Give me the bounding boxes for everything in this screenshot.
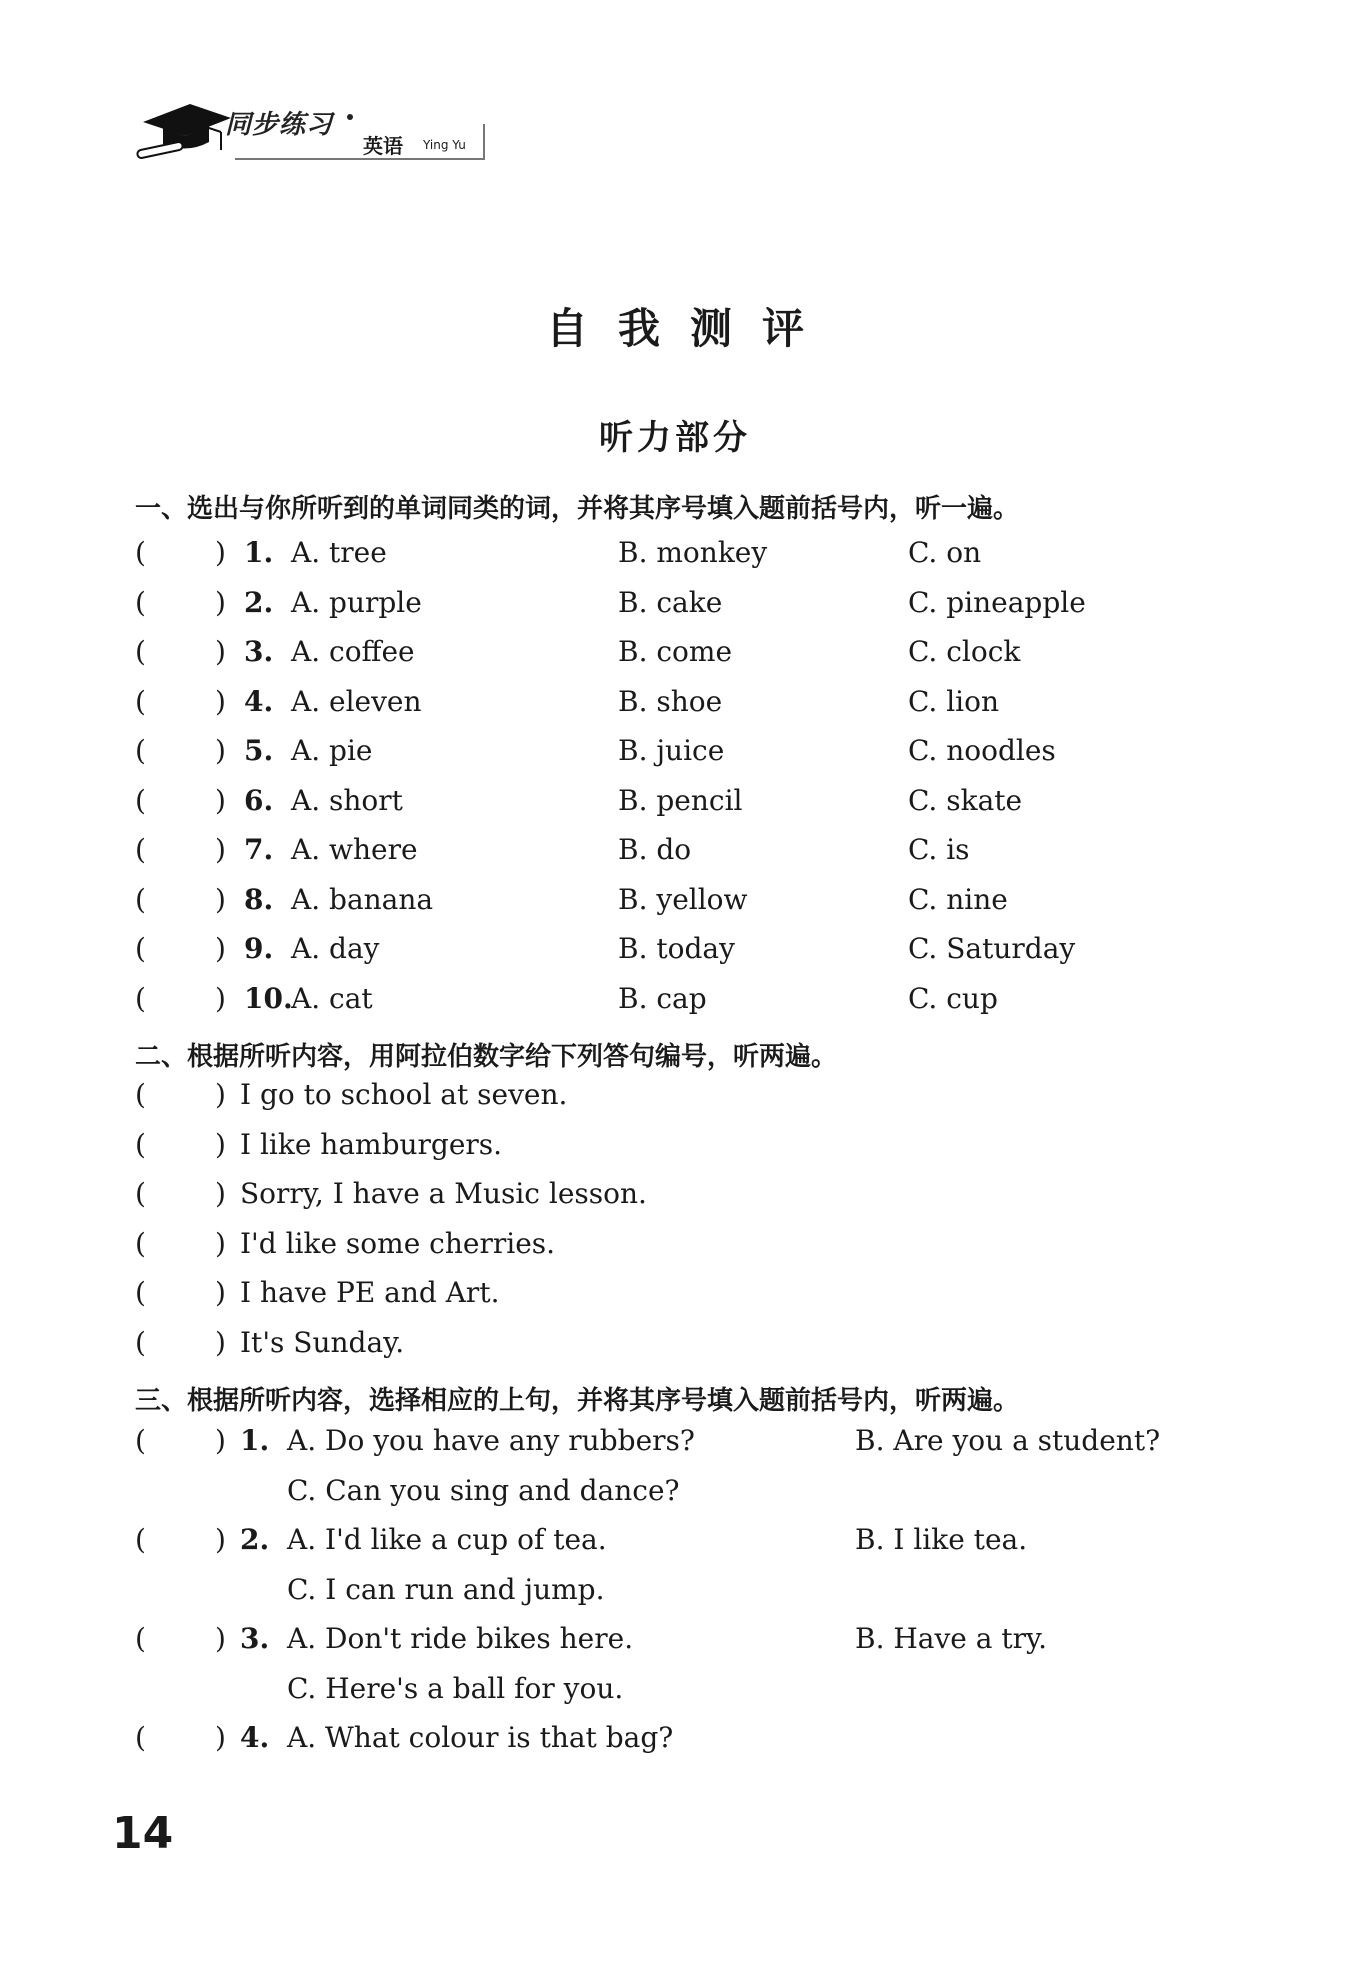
page-number: 14 — [112, 1808, 174, 1859]
option-c: C. skate — [908, 783, 1023, 817]
option-a: A. purple — [291, 585, 422, 619]
answer-paren-close: ) — [215, 1523, 226, 1556]
question-number: 2. — [240, 1523, 270, 1556]
question-row-continued — [0, 1672, 1350, 1712]
answer-sentence: I'd like some cherries. — [240, 1226, 556, 1260]
answer-paren-close: ) — [215, 1424, 226, 1457]
question-row — [0, 1523, 1350, 1563]
answer-paren-close: ) — [215, 536, 226, 569]
option-c: C. cup — [908, 981, 998, 1015]
answer-sentence-row — [0, 1227, 1350, 1267]
question-number: 4. — [244, 684, 274, 718]
answer-paren-open: ( — [135, 1424, 146, 1457]
question-row — [0, 784, 1350, 824]
page-title: 自我测评 — [545, 304, 834, 353]
option-a: A. Do you have any rubbers? — [287, 1424, 695, 1457]
option-a: A. What colour is that bag? — [287, 1721, 674, 1754]
section1-instruction: 一、选出与你所听到的单词同类的词，并将其序号填入题前括号内，听一遍。 — [135, 494, 1020, 524]
book-header — [135, 92, 485, 162]
option-c: C. on — [908, 536, 982, 569]
question-number: 2. — [244, 585, 274, 619]
option-a: A. coffee — [291, 635, 415, 668]
answer-paren-open: ( — [135, 833, 146, 866]
option-c: C. Here's a ball for you. — [287, 1671, 624, 1705]
answer-paren-close: ) — [215, 833, 226, 866]
option-c: C. noodles — [908, 734, 1056, 767]
option-c: C. Saturday — [908, 932, 1076, 965]
answer-paren-close: ) — [215, 635, 226, 668]
option-c: C. lion — [908, 684, 1000, 718]
option-a: A. pie — [291, 734, 373, 767]
question-row — [0, 883, 1350, 923]
answer-paren-open: ( — [135, 1276, 146, 1309]
answer-sentence-row — [0, 1326, 1350, 1366]
question-number: 6. — [244, 783, 274, 817]
answer-sentence: I go to school at seven. — [240, 1078, 568, 1111]
option-b: B. shoe — [618, 684, 723, 718]
option-b: B. monkey — [618, 536, 768, 569]
graduation-cap-icon — [135, 92, 235, 162]
option-b: B. cake — [618, 585, 723, 619]
question-number: 8. — [244, 882, 274, 916]
option-c: C. clock — [908, 635, 1021, 668]
answer-paren-open: ( — [135, 882, 146, 916]
answer-paren-open: ( — [135, 981, 146, 1015]
option-b: B. pencil — [618, 783, 743, 817]
option-c: C. I can run and jump. — [287, 1572, 605, 1606]
question-row — [0, 932, 1350, 972]
answer-paren-close: ) — [215, 585, 226, 619]
answer-paren-close: ) — [215, 1177, 226, 1210]
header-rule — [235, 158, 485, 160]
option-a: A. cat — [291, 981, 373, 1015]
answer-paren-close: ) — [215, 1721, 226, 1754]
answer-paren-close: ) — [215, 932, 226, 965]
option-a: A. day — [291, 932, 380, 965]
answer-paren-close: ) — [215, 1276, 226, 1309]
option-c: C. is — [908, 833, 970, 866]
answer-paren-open: ( — [135, 684, 146, 718]
option-c: C. Can you sing and dance? — [287, 1473, 680, 1507]
answer-sentence-row — [0, 1177, 1350, 1217]
question-row-continued — [0, 1573, 1350, 1613]
answer-paren-close: ) — [215, 1325, 226, 1359]
answer-paren-open: ( — [135, 635, 146, 668]
question-row — [0, 734, 1350, 774]
section3-instruction: 三、根据所听内容，选择相应的上句，并将其序号填入题前括号内，听两遍。 — [135, 1386, 1020, 1416]
option-b: B. Are you a student? — [855, 1424, 1161, 1457]
option-b: B. come — [618, 635, 733, 668]
option-a: A. short — [291, 783, 403, 817]
answer-sentence-row — [0, 1276, 1350, 1316]
answer-paren-close: ) — [215, 684, 226, 718]
answer-paren-close: ) — [215, 1127, 226, 1161]
answer-paren-open: ( — [135, 1177, 146, 1210]
option-b: B. Have a try. — [855, 1622, 1048, 1655]
answer-paren-open: ( — [135, 1325, 146, 1359]
option-a: A. tree — [291, 536, 387, 569]
answer-paren-close: ) — [215, 882, 226, 916]
question-row — [0, 1721, 1350, 1761]
option-b: B. cap — [618, 981, 707, 1015]
answer-paren-close: ) — [215, 734, 226, 767]
option-a: A. eleven — [291, 684, 422, 718]
answer-sentence: It's Sunday. — [240, 1325, 405, 1359]
section2-instruction: 二、根据所听内容，用阿拉伯数字给下列答句编号，听两遍。 — [135, 1042, 838, 1072]
answer-paren-open: ( — [135, 1226, 146, 1260]
answer-paren-open: ( — [135, 783, 146, 817]
option-b: B. juice — [618, 734, 725, 767]
option-a: A. where — [291, 833, 418, 866]
answer-sentence: I have PE and Art. — [240, 1276, 500, 1309]
answer-sentence-row — [0, 1128, 1350, 1168]
option-c: C. pineapple — [908, 585, 1086, 619]
answer-paren-open: ( — [135, 734, 146, 767]
answer-paren-close: ) — [215, 981, 226, 1015]
question-row — [0, 635, 1350, 675]
answer-paren-open: ( — [135, 536, 146, 569]
series-name: 同步练习 — [225, 110, 334, 140]
question-number: 5. — [244, 734, 274, 767]
option-a: A. I'd like a cup of tea. — [287, 1523, 607, 1556]
question-number: 1. — [244, 536, 274, 569]
answer-sentence-row — [0, 1078, 1350, 1118]
question-row — [0, 586, 1350, 626]
answer-paren-open: ( — [135, 1078, 146, 1111]
option-a: A. banana — [291, 882, 434, 916]
option-b: B. today — [618, 932, 735, 965]
option-c: C. nine — [908, 882, 1008, 916]
answer-paren-close: ) — [215, 1226, 226, 1260]
answer-sentence: Sorry, I have a Music lesson. — [240, 1177, 647, 1210]
question-number: 9. — [244, 932, 274, 965]
subject-pinyin: Ying Yu — [423, 138, 466, 152]
question-number: 4. — [240, 1721, 270, 1754]
question-row — [0, 685, 1350, 725]
answer-paren-close: ) — [215, 1622, 226, 1655]
header-rule-vertical — [483, 124, 485, 160]
header-dot — [347, 114, 353, 120]
question-row — [0, 833, 1350, 873]
question-row — [0, 1622, 1350, 1662]
option-b: B. yellow — [618, 882, 748, 916]
question-number: 3. — [244, 635, 274, 668]
question-row-continued — [0, 1474, 1350, 1514]
answer-paren-open: ( — [135, 585, 146, 619]
question-row — [0, 536, 1350, 576]
subject-name: 英语 — [363, 134, 403, 158]
option-b: B. do — [618, 833, 692, 866]
answer-paren-close: ) — [215, 783, 226, 817]
answer-paren-open: ( — [135, 932, 146, 965]
question-number: 1. — [240, 1424, 270, 1457]
option-b: B. I like tea. — [855, 1523, 1028, 1556]
question-number: 3. — [240, 1622, 270, 1655]
answer-paren-open: ( — [135, 1622, 146, 1655]
question-row — [0, 1424, 1350, 1464]
answer-paren-open: ( — [135, 1523, 146, 1556]
question-number: 10. — [244, 981, 293, 1015]
answer-sentence: I like hamburgers. — [240, 1127, 503, 1161]
question-number: 7. — [244, 833, 274, 866]
section-heading: 听力部分 — [599, 418, 751, 458]
option-a: A. Don't ride bikes here. — [287, 1622, 634, 1655]
answer-paren-open: ( — [135, 1127, 146, 1161]
answer-paren-open: ( — [135, 1721, 146, 1754]
question-row — [0, 982, 1350, 1022]
answer-paren-close: ) — [215, 1078, 226, 1111]
